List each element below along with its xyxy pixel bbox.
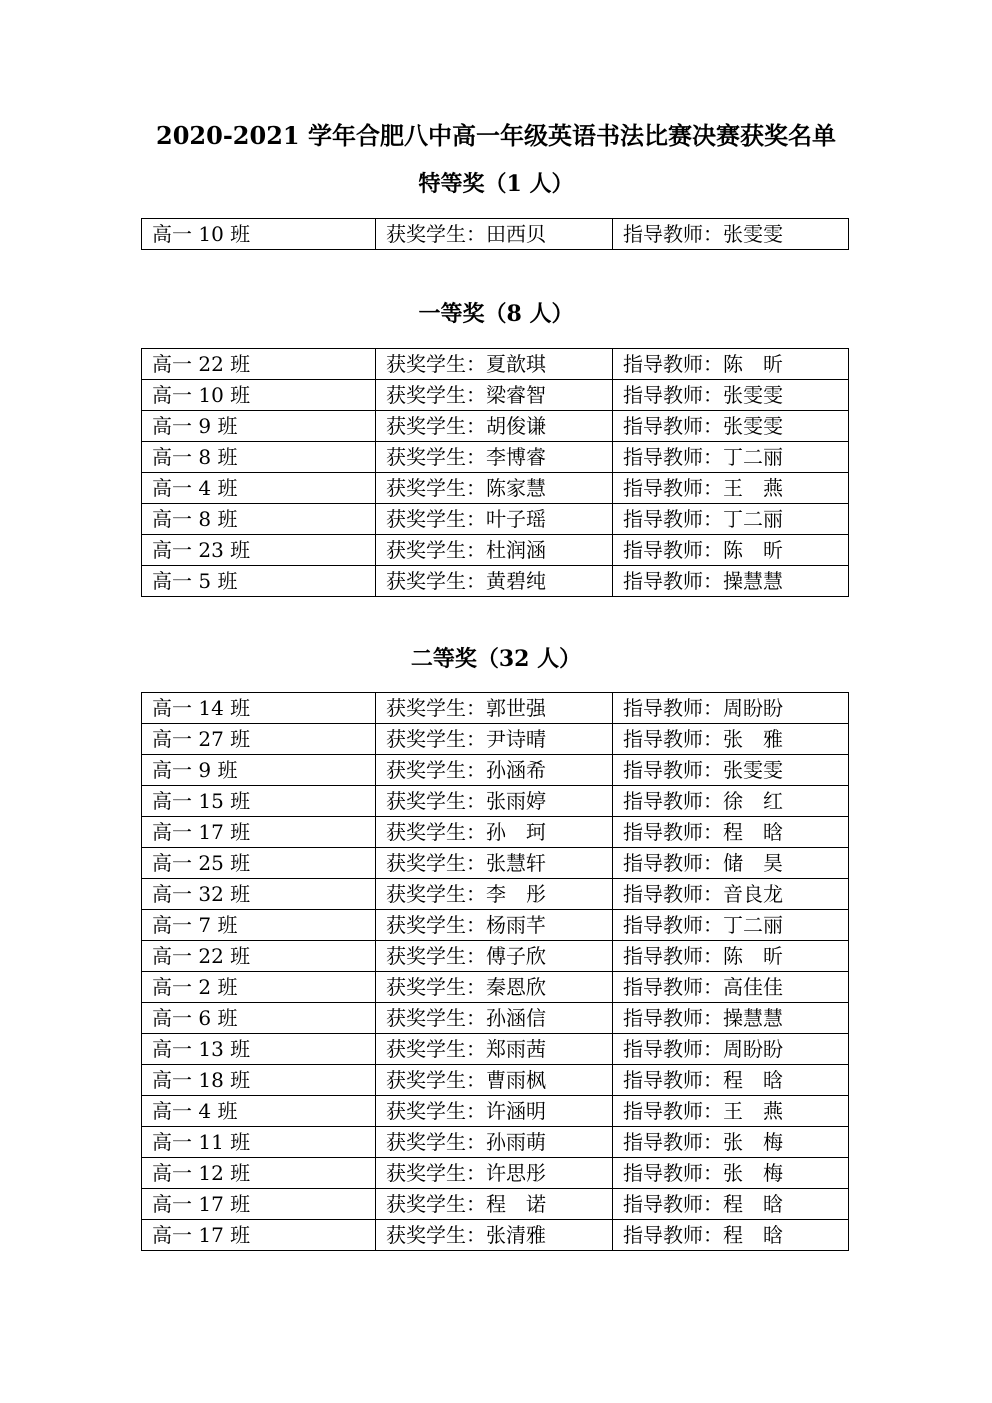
- first-prize-rows: [142, 349, 849, 597]
- class-cell: 高一 9 班: [142, 755, 376, 786]
- table-row: [142, 910, 849, 941]
- teacher-cell: 指导教师：张 梅: [613, 1158, 849, 1189]
- student-cell: 获奖学生：张雨婷: [376, 786, 613, 817]
- teacher-cell: 指导教师：高佳佳: [613, 972, 849, 1003]
- section-title-first-prize: 一等奖（8 人）: [418, 301, 574, 327]
- table-row: [142, 817, 849, 848]
- teacher-cell: 指导教师：操慧慧: [613, 566, 849, 597]
- teacher-cell: 指导教师：丁二丽: [613, 910, 849, 941]
- table-row: [142, 972, 849, 1003]
- teacher-cell: 指导教师：王 燕: [613, 1096, 849, 1127]
- table-row: [142, 411, 849, 442]
- table-row: [142, 380, 849, 411]
- class-cell: 高一 4 班: [142, 1096, 376, 1127]
- teacher-cell: 指导教师：张 梅: [613, 1127, 849, 1158]
- class-cell: 高一 25 班: [142, 848, 376, 879]
- table-row: [142, 504, 849, 535]
- table-row: [142, 1096, 849, 1127]
- class-cell: 高一 9 班: [142, 411, 376, 442]
- class-cell: 高一 17 班: [142, 817, 376, 848]
- student-cell: 获奖学生：郭世强: [376, 693, 613, 724]
- class-cell: 高一 8 班: [142, 442, 376, 473]
- teacher-cell: 指导教师：张 雅: [613, 724, 849, 755]
- class-cell: 高一 22 班: [142, 941, 376, 972]
- teacher-cell: 指导教师：周盼盼: [613, 1034, 849, 1065]
- class-cell: 高一 2 班: [142, 972, 376, 1003]
- table-row: [142, 1189, 849, 1220]
- table-row: [142, 1158, 849, 1189]
- student-cell: 获奖学生：许涵明: [376, 1096, 613, 1127]
- student-cell: 获奖学生：孙 珂: [376, 817, 613, 848]
- student-cell: 获奖学生：夏歆琪: [376, 349, 613, 380]
- class-cell: 高一 22 班: [142, 349, 376, 380]
- teacher-cell: 指导教师：徐 红: [613, 786, 849, 817]
- section-title-second-prize: 二等奖（32 人）: [410, 646, 582, 672]
- second-prize-rows: [142, 693, 849, 1251]
- student-cell: 获奖学生：梁睿智: [376, 380, 613, 411]
- student-cell: 获奖学生：张慧轩: [376, 848, 613, 879]
- student-cell: 获奖学生：杜润涵: [376, 535, 613, 566]
- table-row: [142, 1127, 849, 1158]
- teacher-cell: 指导教师：陈 昕: [613, 535, 849, 566]
- table-row: [142, 349, 849, 380]
- table-row: [142, 693, 849, 724]
- student-cell: 获奖学生：杨雨芊: [376, 910, 613, 941]
- class-cell: 高一 18 班: [142, 1065, 376, 1096]
- second-prize-table: [141, 692, 849, 1251]
- teacher-cell: 指导教师：张雯雯: [613, 411, 849, 442]
- teacher-cell: 指导教师：丁二丽: [613, 442, 849, 473]
- special-prize-rows: [142, 219, 849, 250]
- class-cell: 高一 6 班: [142, 1003, 376, 1034]
- class-cell: 高一 5 班: [142, 566, 376, 597]
- class-cell: 高一 4 班: [142, 473, 376, 504]
- student-cell: 获奖学生：秦恩欣: [376, 972, 613, 1003]
- document-title: 2020-2021 学年合肥八中高一年级英语书法比赛决赛获奖名单: [156, 121, 836, 150]
- student-cell: 获奖学生：叶子瑶: [376, 504, 613, 535]
- student-cell: 获奖学生：胡俊谦: [376, 411, 613, 442]
- class-cell: 高一 10 班: [142, 219, 376, 250]
- class-cell: 高一 8 班: [142, 504, 376, 535]
- teacher-cell: 指导教师：陈 昕: [613, 349, 849, 380]
- table-row: [142, 535, 849, 566]
- table-row: [142, 1220, 849, 1251]
- student-cell: 获奖学生：田西贝: [376, 219, 613, 250]
- first-prize-table: [141, 348, 849, 597]
- teacher-cell: 指导教师：程 晗: [613, 1065, 849, 1096]
- student-cell: 获奖学生：许思彤: [376, 1158, 613, 1189]
- teacher-cell: 指导教师：王 燕: [613, 473, 849, 504]
- table-row: [142, 1034, 849, 1065]
- student-cell: 获奖学生：李 彤: [376, 879, 613, 910]
- table-row: [142, 724, 849, 755]
- student-cell: 获奖学生：黄碧纯: [376, 566, 613, 597]
- student-cell: 获奖学生：曹雨枫: [376, 1065, 613, 1096]
- special-prize-table: [141, 218, 849, 250]
- class-cell: 高一 32 班: [142, 879, 376, 910]
- table-row: [142, 442, 849, 473]
- student-cell: 获奖学生：孙涵希: [376, 755, 613, 786]
- class-cell: 高一 17 班: [142, 1189, 376, 1220]
- class-cell: 高一 23 班: [142, 535, 376, 566]
- class-cell: 高一 15 班: [142, 786, 376, 817]
- student-cell: 获奖学生：孙雨萌: [376, 1127, 613, 1158]
- table-row: [142, 566, 849, 597]
- class-cell: 高一 17 班: [142, 1220, 376, 1251]
- teacher-cell: 指导教师：张雯雯: [613, 219, 849, 250]
- teacher-cell: 指导教师：张雯雯: [613, 755, 849, 786]
- table-row: [142, 941, 849, 972]
- table-row: [142, 879, 849, 910]
- student-cell: 获奖学生：李博睿: [376, 442, 613, 473]
- student-cell: 获奖学生：傅子欣: [376, 941, 613, 972]
- teacher-cell: 指导教师：程 晗: [613, 817, 849, 848]
- student-cell: 获奖学生：孙涵信: [376, 1003, 613, 1034]
- section-title-special-prize: 特等奖（1 人）: [418, 171, 574, 197]
- table-row: [142, 755, 849, 786]
- table-row: [142, 786, 849, 817]
- student-cell: 获奖学生：郑雨茜: [376, 1034, 613, 1065]
- class-cell: 高一 14 班: [142, 693, 376, 724]
- teacher-cell: 指导教师：丁二丽: [613, 504, 849, 535]
- class-cell: 高一 10 班: [142, 380, 376, 411]
- class-cell: 高一 27 班: [142, 724, 376, 755]
- table-row: [142, 473, 849, 504]
- class-cell: 高一 7 班: [142, 910, 376, 941]
- teacher-cell: 指导教师：张雯雯: [613, 380, 849, 411]
- teacher-cell: 指导教师：程 晗: [613, 1189, 849, 1220]
- student-cell: 获奖学生：张清雅: [376, 1220, 613, 1251]
- class-cell: 高一 13 班: [142, 1034, 376, 1065]
- table-row: [142, 1065, 849, 1096]
- teacher-cell: 指导教师：周盼盼: [613, 693, 849, 724]
- student-cell: 获奖学生：尹诗晴: [376, 724, 613, 755]
- table-row: [142, 1003, 849, 1034]
- table-row: [142, 848, 849, 879]
- teacher-cell: 指导教师：陈 昕: [613, 941, 849, 972]
- teacher-cell: 指导教师：音良龙: [613, 879, 849, 910]
- student-cell: 获奖学生：程 诺: [376, 1189, 613, 1220]
- class-cell: 高一 11 班: [142, 1127, 376, 1158]
- teacher-cell: 指导教师：储 昊: [613, 848, 849, 879]
- class-cell: 高一 12 班: [142, 1158, 376, 1189]
- student-cell: 获奖学生：陈家慧: [376, 473, 613, 504]
- teacher-cell: 指导教师：程 晗: [613, 1220, 849, 1251]
- teacher-cell: 指导教师：操慧慧: [613, 1003, 849, 1034]
- table-row: [142, 219, 849, 250]
